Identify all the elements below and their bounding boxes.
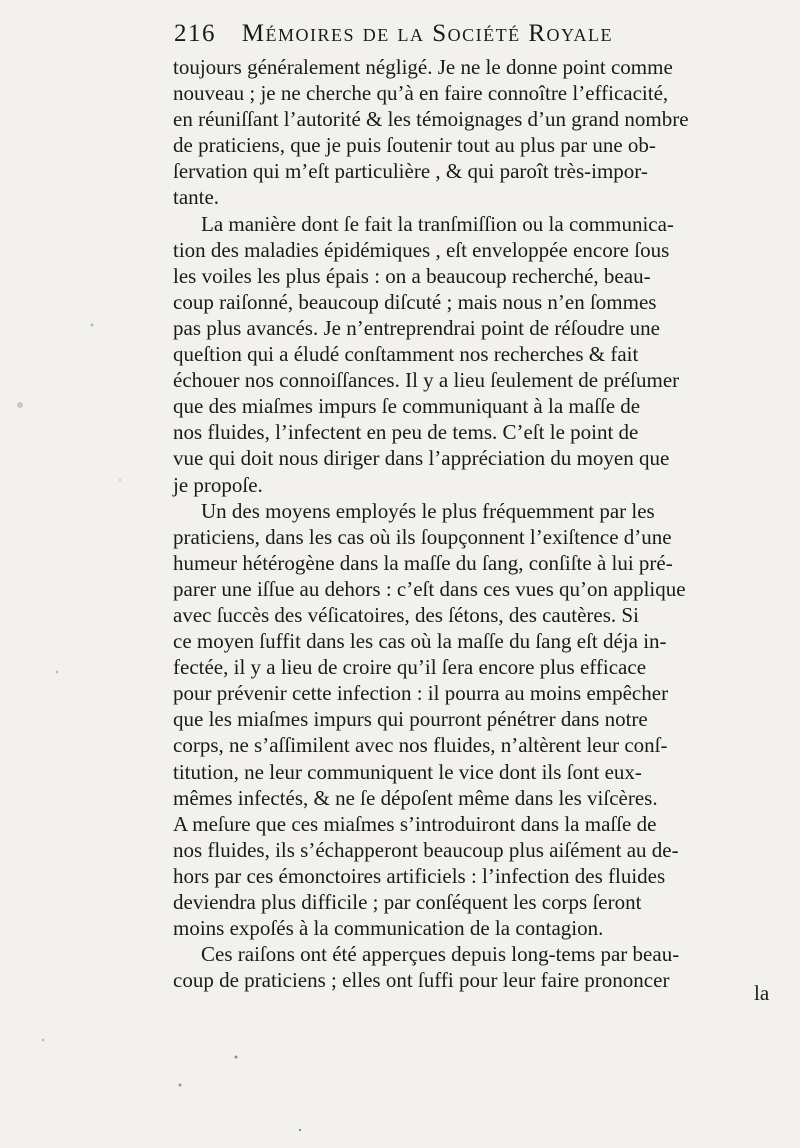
text-line: que des miaſmes impurs ſe communiquant à la maſſe de (173, 394, 641, 419)
text-line: tion des maladies épidémiques , eſt enveloppée encore ſous (173, 237, 670, 262)
text-line: toujours généralement négligé. Je ne le donne point comme (173, 55, 673, 79)
text-line: je propoſe. (173, 472, 263, 497)
text-line: moins expoſés à la communication de la contagion. (173, 916, 604, 941)
text-line: de praticiens, que je puis ſoutenir tout au plus par une ob- (173, 133, 656, 158)
text-line: échouer nos connoiſſances. Il y a lieu ſeulement de préſumer (173, 368, 680, 393)
text-line: Ces raiſons ont été apperçues depuis long-tems par beau- (201, 942, 680, 967)
catchword: la (754, 981, 770, 1005)
text-line: ſervation qui m’eſt particulière , & qui paroît très-impor- (173, 159, 648, 184)
text-line: titution, ne leur communiquent le vice dont ils ſont eux- (173, 759, 642, 784)
text-line: que les miaſmes impurs qui pourront pénétrer dans notre (173, 707, 648, 732)
text-line: coup raiſonné, beaucoup diſcuté ; mais nous n’en ſommes (173, 289, 657, 314)
text-line: vue qui doit nous diriger dans l’appréciation du moyen que (173, 446, 670, 471)
text-line: pas plus avancés. Je n’entreprendrai point de réſoudre une (173, 315, 660, 340)
text-line: avec ſuccès des véſicatoires, des ſétons, des cautères. Si (173, 602, 639, 627)
text-line: humeur hétérogène dans la maſſe du ſang, conſiſte à lui pré- (173, 550, 673, 575)
text-line: deviendra plus difficile ; par conſéquent les corps ſeront (173, 890, 642, 914)
text-line: La manière dont ſe fait la tranſmiſſion ou la communica- (201, 211, 674, 236)
text-line: mêmes infectés, & ne ſe dépoſent même dans les viſcères. (173, 785, 658, 810)
text-line: coup de praticiens ; elles ont ſuffi pour leur faire prononcer (173, 968, 670, 993)
text-line: praticiens, dans les cas où ils ſoupçonnent l’exiſtence d’une (173, 524, 672, 549)
text-line: nos fluides, ils s’échapperont beaucoup plus aiſément au de- (173, 837, 679, 862)
text-line: les voiles les plus épais : on a beaucoup recherché, beau- (173, 263, 651, 288)
text-line: pour prévenir cette infection : il pourra au moins empêcher (173, 681, 669, 706)
text-line: nos fluides, l’infectent en peu de tems. C’eſt le point de (173, 420, 639, 445)
running-header (174, 20, 734, 58)
text-line: Un des moyens employés le plus fréquemment par les (201, 498, 655, 523)
text-line: A meſure que ces miaſmes s’introduiront dans la maſſe de (173, 811, 657, 836)
text-line: hors par ces émonctoires artificiels : l’infection des fluides (173, 863, 666, 888)
page-number: 216 (174, 20, 216, 47)
running-title: Mémoires de la Société Royale (241, 20, 614, 47)
body-text (173, 54, 767, 993)
text-line: ce moyen ſuffit dans les cas où la maſſe du ſang eſt déja in- (173, 629, 667, 654)
text-line: en réuniſſant l’autorité & les témoignages d’un grand nombre (173, 107, 689, 132)
text-line: fectée, il y a lieu de croire qu’il ſera encore plus efficace (173, 655, 647, 680)
text-line: queſtion qui a éludé conſtamment nos recherches & fait (173, 342, 639, 367)
text-line: corps, ne s’aſſimilent avec nos fluides, n’altèrent leur conſ- (173, 733, 668, 758)
text-line: nouveau ; je ne cherche qu’à en faire connoître l’efficacité, (173, 81, 669, 106)
text-line: tante. (173, 185, 220, 210)
text-line: parer une iſſue au dehors : c’eſt dans ces vues qu’on applique (173, 576, 686, 601)
